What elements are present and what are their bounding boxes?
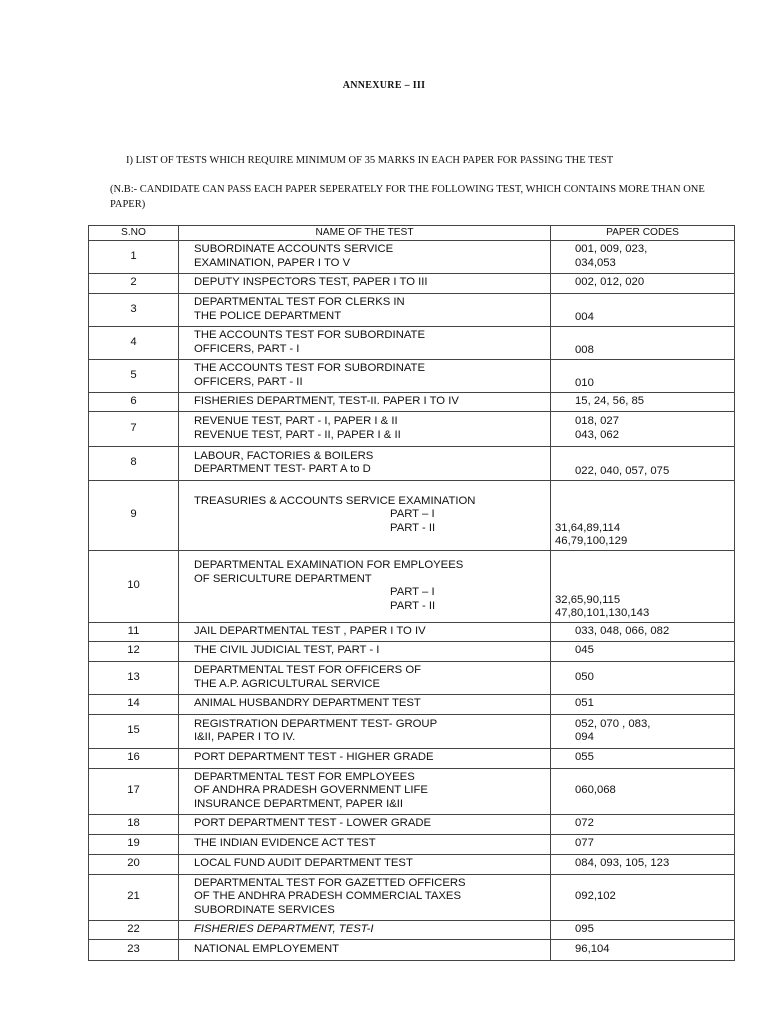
paper-code-line: 060,068 bbox=[575, 784, 616, 797]
row-paper-codes bbox=[551, 874, 735, 920]
row-paper-codes bbox=[551, 273, 735, 293]
test-name-line: OFFICERS, PART - I bbox=[194, 342, 300, 355]
row-test-name bbox=[179, 834, 551, 854]
tests-table bbox=[88, 225, 735, 961]
annexure-heading: ANNEXURE – III bbox=[342, 80, 426, 91]
test-name-line: PORT DEPARTMENT TEST - LOWER GRADE bbox=[194, 817, 432, 830]
test-part-label: PART - II bbox=[390, 599, 436, 612]
row-paper-codes bbox=[551, 834, 735, 854]
test-name-line: LOCAL FUND AUDIT DEPARTMENT TEST bbox=[194, 857, 413, 870]
test-name-line: FISHERIES DEPARTMENT, TEST-II. PAPER I TO IV bbox=[194, 394, 459, 407]
test-name-line: OF ANDHRA PRADESH GOVERNMENT LIFE bbox=[194, 784, 428, 797]
row-sno: 22 bbox=[89, 920, 179, 939]
test-name-line: THE CIVIL JUDICIAL TEST, PART - I bbox=[194, 644, 380, 657]
row-test-name bbox=[179, 874, 551, 920]
row-test-name bbox=[179, 661, 551, 694]
row-sno: 9 bbox=[89, 480, 179, 550]
row-sno: 4 bbox=[89, 326, 179, 359]
row-paper-codes bbox=[551, 446, 735, 480]
paper-code-line: 31,64,89,114 bbox=[555, 521, 621, 534]
row-test-name bbox=[179, 768, 551, 814]
row-sno: 3 bbox=[89, 293, 179, 326]
test-name-line: LABOUR, FACTORIES & BOILERS bbox=[194, 449, 374, 462]
paper-code-line: 052, 070 , 083, bbox=[575, 717, 651, 730]
table-row bbox=[89, 641, 735, 661]
row-paper-codes bbox=[551, 714, 735, 748]
test-name-line: DEPUTY INSPECTORS TEST, PAPER I TO III bbox=[194, 276, 428, 289]
row-sno: 5 bbox=[89, 359, 179, 392]
row-test-name bbox=[179, 939, 551, 960]
test-name-line: DEPARTMENT TEST- PART A to D bbox=[194, 463, 371, 475]
paper-code-line: 15, 24, 56, 85 bbox=[575, 394, 645, 407]
table-row bbox=[89, 939, 735, 960]
row-paper-codes bbox=[551, 411, 735, 446]
row-test-name bbox=[179, 622, 551, 641]
row-paper-codes bbox=[551, 641, 735, 661]
table-row bbox=[89, 392, 735, 411]
paper-code-line: 045 bbox=[575, 644, 594, 657]
test-name-line: DEPARTMENTAL TEST FOR EMPLOYEES bbox=[194, 770, 415, 783]
row-paper-codes bbox=[551, 854, 735, 874]
paper-code-line: 055 bbox=[575, 751, 594, 764]
test-name-line: THE ACCOUNTS TEST FOR SUBORDINATE bbox=[194, 329, 425, 341]
row-test-name bbox=[179, 326, 551, 359]
row-test-name bbox=[179, 392, 551, 411]
paper-code-line: 001, 009, 023, bbox=[575, 243, 648, 255]
paper-code-line: 46,79,100,129 bbox=[555, 535, 628, 547]
test-name-line: DEPARTMENTAL EXAMINATION FOR EMPLOYEES bbox=[194, 559, 464, 571]
row-paper-codes bbox=[551, 748, 735, 768]
row-paper-codes bbox=[551, 293, 735, 326]
row-paper-codes bbox=[551, 661, 735, 694]
table-row bbox=[89, 768, 735, 814]
test-name-line: THE ACCOUNTS TEST FOR SUBORDINATE bbox=[194, 362, 425, 374]
row-test-name bbox=[179, 920, 551, 939]
paper-code-line: 077 bbox=[575, 837, 594, 850]
test-name-line: OF SERICULTURE DEPARTMENT bbox=[194, 572, 372, 585]
test-name-line: NATIONAL EMPLOYEMENT bbox=[194, 942, 340, 955]
table-row bbox=[89, 273, 735, 293]
paper-code-line: 072 bbox=[575, 817, 594, 830]
test-name-line: JAIL DEPARTMENTAL TEST , PAPER I TO IV bbox=[194, 624, 426, 637]
row-paper-codes bbox=[551, 550, 735, 622]
paper-code-line: 008 bbox=[575, 344, 594, 356]
row-paper-codes bbox=[551, 920, 735, 939]
row-paper-codes bbox=[551, 939, 735, 960]
paper-code-line: 095 bbox=[575, 922, 594, 935]
paper-code-line: 051 bbox=[575, 697, 594, 710]
table-row bbox=[89, 240, 735, 273]
row-sno: 13 bbox=[89, 661, 179, 694]
paper-code-line: 010 bbox=[575, 377, 594, 389]
test-name-line: TREASURIES & ACCOUNTS SERVICE EXAMINATION bbox=[194, 494, 476, 507]
row-test-name bbox=[179, 480, 551, 550]
row-sno: 6 bbox=[89, 392, 179, 411]
test-name-line: ANIMAL HUSBANDRY DEPARTMENT TEST bbox=[194, 697, 421, 710]
row-test-name bbox=[179, 446, 551, 480]
paper-code-line: 022, 040, 057, 075 bbox=[575, 465, 670, 477]
test-name-line: DEPARTMENTAL TEST FOR OFFICERS OF bbox=[194, 664, 422, 676]
test-name-line: SUBORDINATE SERVICES bbox=[194, 903, 335, 916]
test-part-label: PART – I bbox=[390, 508, 435, 521]
table-row bbox=[89, 874, 735, 920]
row-test-name bbox=[179, 814, 551, 834]
paper-code-line: 033, 048, 066, 082 bbox=[575, 624, 670, 637]
test-part-label: PART – I bbox=[390, 586, 435, 598]
row-paper-codes bbox=[551, 622, 735, 641]
table-row bbox=[89, 293, 735, 326]
row-sno: 23 bbox=[89, 939, 179, 960]
row-sno: 17 bbox=[89, 768, 179, 814]
paper-code-line: 034,053 bbox=[575, 256, 616, 269]
test-name-line: THE POLICE DEPARTMENT bbox=[194, 309, 342, 322]
paper-code-line: 018, 027 bbox=[575, 415, 619, 427]
table-row bbox=[89, 359, 735, 392]
table-header-row bbox=[89, 226, 735, 241]
test-name-line: EXAMINATION, PAPER I TO V bbox=[194, 256, 351, 269]
row-paper-codes bbox=[551, 814, 735, 834]
paper-code-line: 002, 012, 020 bbox=[575, 276, 645, 289]
test-name-line: THE A.P. AGRICULTURAL SERVICE bbox=[194, 677, 381, 690]
table-row bbox=[89, 834, 735, 854]
row-sno: 20 bbox=[89, 854, 179, 874]
paper-code-line: 32,65,90,115 bbox=[555, 593, 621, 606]
test-name-line: FISHERIES DEPARTMENT, TEST-I bbox=[194, 922, 374, 935]
intro-text: I) LIST OF TESTS WHICH REQUIRE MINIMUM OF 35 MARKS IN EACH PAPER FOR PASSING THE TEST bbox=[126, 155, 614, 166]
paper-code-line: 092,102 bbox=[575, 890, 616, 903]
table-row bbox=[89, 748, 735, 768]
row-sno: 19 bbox=[89, 834, 179, 854]
paper-code-line: 050 bbox=[575, 670, 594, 683]
test-name-line: DEPARTMENTAL TEST FOR CLERKS IN bbox=[194, 296, 405, 308]
table-row bbox=[89, 326, 735, 359]
header-sno: S.NO bbox=[89, 226, 179, 241]
row-sno: 16 bbox=[89, 748, 179, 768]
row-test-name bbox=[179, 641, 551, 661]
test-name-line: INSURANCE DEPARTMENT, PAPER I&II bbox=[194, 797, 404, 810]
row-sno: 1 bbox=[89, 240, 179, 273]
row-sno: 8 bbox=[89, 446, 179, 480]
row-paper-codes bbox=[551, 326, 735, 359]
row-test-name bbox=[179, 240, 551, 273]
header-codes: PAPER CODES bbox=[551, 226, 735, 241]
paper-code-line: 043, 062 bbox=[575, 428, 619, 441]
row-sno: 10 bbox=[89, 550, 179, 622]
table-row bbox=[89, 814, 735, 834]
row-paper-codes bbox=[551, 768, 735, 814]
test-name-line: PORT DEPARTMENT TEST - HIGHER GRADE bbox=[194, 751, 434, 764]
test-name-line: I&II, PAPER I TO IV. bbox=[194, 731, 296, 743]
test-name-line: REVENUE TEST, PART - I, PAPER I & II bbox=[194, 415, 398, 427]
test-name-line: OFFICERS, PART - II bbox=[194, 375, 303, 388]
paper-code-line: 084, 093, 105, 123 bbox=[575, 857, 670, 870]
row-sno: 2 bbox=[89, 273, 179, 293]
row-paper-codes bbox=[551, 694, 735, 714]
paper-code-line: 96,104 bbox=[575, 942, 610, 955]
table-row bbox=[89, 854, 735, 874]
table-row bbox=[89, 714, 735, 748]
row-sno: 15 bbox=[89, 714, 179, 748]
table-row bbox=[89, 694, 735, 714]
paper-code-line: 094 bbox=[575, 731, 594, 743]
test-name-line: REVENUE TEST, PART - II, PAPER I & II bbox=[194, 428, 401, 441]
row-paper-codes bbox=[551, 359, 735, 392]
test-name-line: REGISTRATION DEPARTMENT TEST- GROUP bbox=[194, 717, 438, 730]
row-sno: 18 bbox=[89, 814, 179, 834]
table-row bbox=[89, 480, 735, 550]
row-test-name bbox=[179, 694, 551, 714]
table-row bbox=[89, 920, 735, 939]
note-text: (N.B:- CANDIDATE CAN PASS EACH PAPER SEPERATELY FOR THE FOLLOWING TEST, WHICH CONTAINS MORE THAN ONE PAPER) bbox=[110, 184, 705, 210]
test-part-label: PART - II bbox=[390, 521, 436, 534]
row-sno: 21 bbox=[89, 874, 179, 920]
row-paper-codes bbox=[551, 392, 735, 411]
header-name: NAME OF THE TEST bbox=[179, 226, 551, 241]
table-row bbox=[89, 622, 735, 641]
row-test-name bbox=[179, 359, 551, 392]
paper-code-line: 004 bbox=[575, 311, 594, 323]
test-name-line: THE INDIAN EVIDENCE ACT TEST bbox=[194, 837, 376, 850]
row-sno: 14 bbox=[89, 694, 179, 714]
paper-code-line: 47,80,101,130,143 bbox=[555, 607, 650, 619]
row-paper-codes bbox=[551, 240, 735, 273]
row-test-name bbox=[179, 854, 551, 874]
row-test-name bbox=[179, 714, 551, 748]
row-sno: 12 bbox=[89, 641, 179, 661]
row-sno: 11 bbox=[89, 622, 179, 641]
row-test-name bbox=[179, 273, 551, 293]
row-test-name bbox=[179, 748, 551, 768]
table-row bbox=[89, 661, 735, 694]
table-row bbox=[89, 446, 735, 480]
table-row bbox=[89, 411, 735, 446]
row-test-name bbox=[179, 411, 551, 446]
test-name-line: SUBORDINATE ACCOUNTS SERVICE bbox=[194, 243, 394, 255]
row-test-name bbox=[179, 550, 551, 622]
row-test-name bbox=[179, 293, 551, 326]
test-name-line: OF THE ANDHRA PRADESH COMMERCIAL TAXES bbox=[194, 890, 461, 903]
test-name-line: DEPARTMENTAL TEST FOR GAZETTED OFFICERS bbox=[194, 876, 466, 889]
table-row bbox=[89, 550, 735, 622]
row-paper-codes bbox=[551, 480, 735, 550]
row-sno: 7 bbox=[89, 411, 179, 446]
